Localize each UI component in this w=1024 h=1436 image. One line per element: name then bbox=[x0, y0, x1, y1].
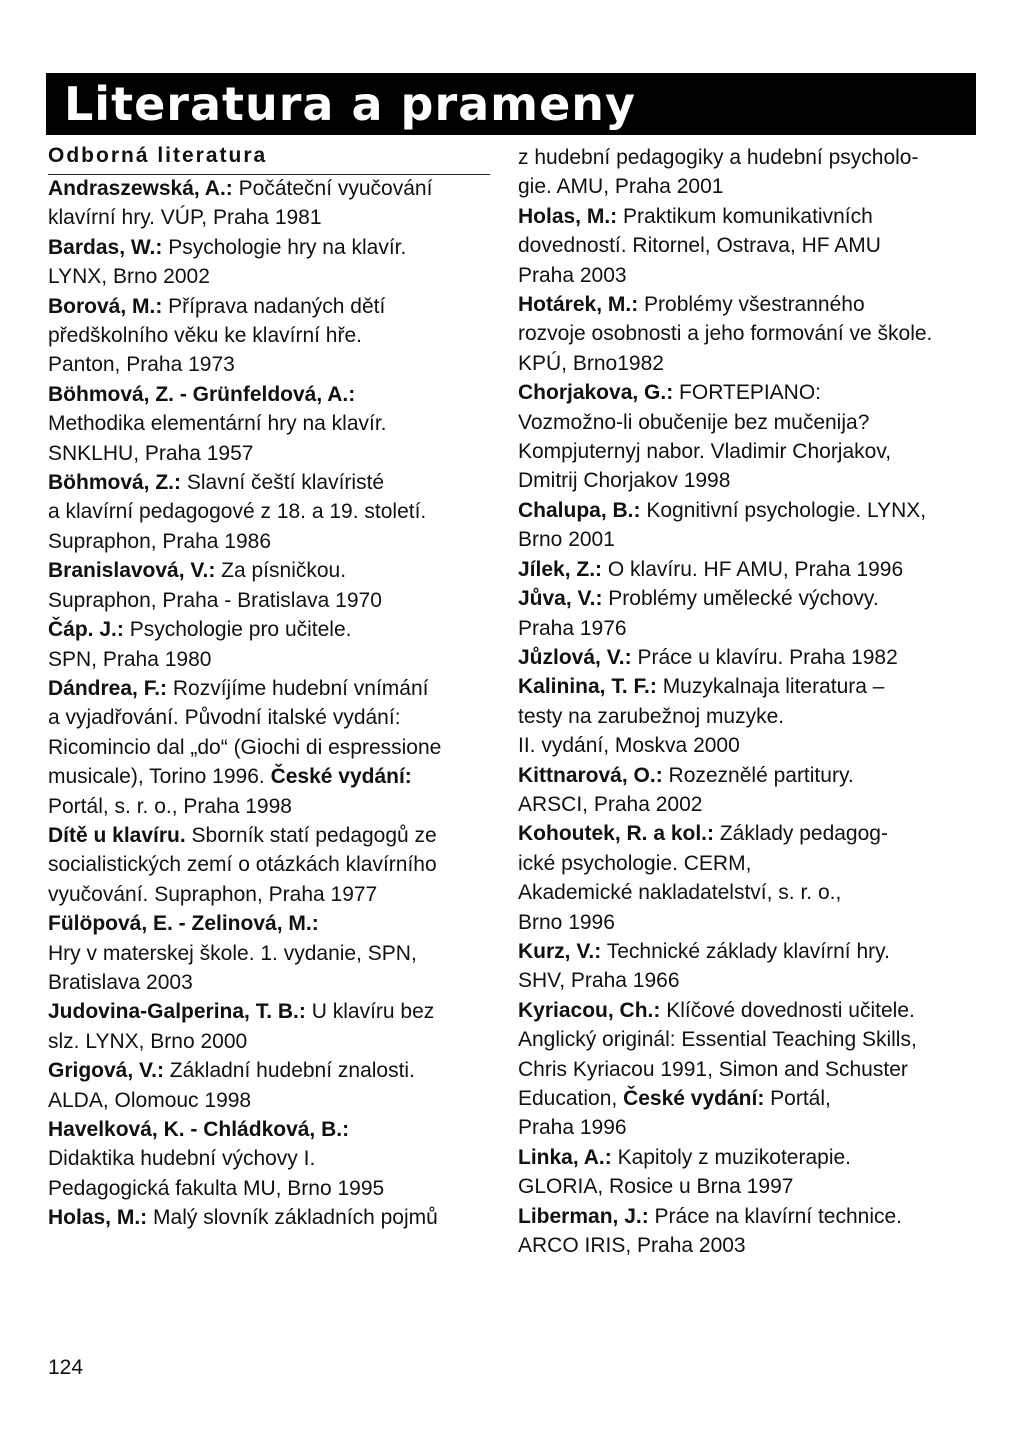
bibliography-line bbox=[48, 174, 498, 203]
entry-text: Portál, bbox=[764, 1087, 831, 1110]
entry-author: Grigová, V.: bbox=[48, 1059, 164, 1083]
bibliography-line bbox=[48, 556, 498, 585]
entry-text: Rozvíjíme hudební vnímání bbox=[167, 676, 429, 700]
bibliography-line bbox=[48, 1144, 498, 1173]
entry-text: Malý slovník základních pojmů bbox=[147, 1206, 438, 1230]
bibliography-line bbox=[48, 674, 498, 703]
bibliography-line bbox=[48, 762, 498, 791]
entry-text: SHV, Praha 1966 bbox=[518, 969, 680, 993]
entry-text: Muzykalnaja literatura – bbox=[656, 675, 885, 699]
entry-text: socialistických zemí o otázkách klavírního bbox=[48, 853, 437, 877]
entry-text: Základy pedagog- bbox=[714, 822, 888, 846]
bibliography-line bbox=[48, 1056, 498, 1085]
bibliography-line bbox=[48, 380, 498, 409]
entry-author: Dándrea, F.: bbox=[48, 676, 168, 700]
bibliography-line bbox=[518, 466, 978, 495]
entry-text: Psychologie pro učitele. bbox=[123, 618, 352, 642]
bibliography-line bbox=[48, 409, 498, 438]
entry-text: Methodika elementární hry na klavír. bbox=[48, 412, 387, 436]
bibliography-line bbox=[48, 468, 498, 497]
bibliography-line bbox=[48, 939, 498, 968]
entry-text: Supraphon, Praha - Bratislava 1970 bbox=[48, 588, 382, 612]
bibliography-line bbox=[518, 849, 978, 878]
entry-text: Vozmožno-li obučenije bez mučenija? bbox=[518, 410, 870, 434]
entry-text: ické psychologie. CERM, bbox=[518, 851, 752, 875]
entry-text: Psychologie hry na klavír. bbox=[162, 235, 407, 259]
page-title-bar bbox=[46, 73, 976, 135]
bibliography-line bbox=[518, 761, 978, 790]
bibliography-line bbox=[518, 643, 978, 672]
entry-text: Slavní čeští klavíristé bbox=[181, 471, 385, 495]
bibliography-line bbox=[48, 909, 498, 938]
bibliography-right-column bbox=[518, 143, 978, 1260]
entry-text: gie. AMU, Praha 2001 bbox=[518, 175, 724, 199]
entry-text: FORTEPIANO: bbox=[673, 381, 822, 405]
entry-text: Za písničkou. bbox=[215, 559, 347, 583]
bibliography-line bbox=[518, 290, 978, 319]
entry-author: Chorjakova, G.: bbox=[518, 381, 674, 405]
entry-text: Základní hudební znalosti. bbox=[163, 1059, 415, 1083]
bibliography-line bbox=[518, 937, 978, 966]
bibliography-line bbox=[48, 497, 498, 526]
entry-text: vyučování. Supraphon, Praha 1977 bbox=[48, 882, 378, 906]
bibliography-line bbox=[518, 702, 978, 731]
bibliography-line bbox=[518, 790, 978, 819]
entry-text: a vyjadřování. Původní italské vydání: bbox=[48, 706, 401, 730]
entry-text: Klíčové dovednosti učitele. bbox=[660, 998, 915, 1022]
entry-author: Kurz, V.: bbox=[518, 939, 602, 963]
entry-text: ALDA, Olomouc 1998 bbox=[48, 1088, 252, 1112]
bibliography-line bbox=[48, 527, 498, 556]
bibliography-line bbox=[518, 672, 978, 701]
entry-text: Supraphon, Praha 1986 bbox=[48, 529, 272, 553]
entry-author: Dítě u klavíru. bbox=[48, 823, 186, 847]
entry-text: Praha 1996 bbox=[518, 1116, 627, 1140]
bibliography-line bbox=[48, 703, 498, 732]
bibliography-line bbox=[518, 525, 978, 554]
bibliography-left-column bbox=[48, 174, 498, 1233]
entry-text: z hudební pedagogiky a hudební psycholo- bbox=[518, 146, 919, 169]
bibliography-line bbox=[518, 1113, 978, 1142]
entry-text: Praha 2003 bbox=[518, 263, 627, 287]
bibliography-line bbox=[48, 997, 498, 1026]
entry-text: Ricomincio dal „do“ (Giochi di espressione bbox=[48, 735, 442, 759]
entry-author: Hotárek, M.: bbox=[518, 293, 639, 317]
entry-text: Praha 1976 bbox=[518, 616, 627, 640]
bibliography-line bbox=[518, 1084, 978, 1113]
bibliography-line bbox=[518, 819, 978, 848]
bibliography-line bbox=[518, 408, 978, 437]
entry-text: ARCO IRIS, Praha 2003 bbox=[518, 1234, 746, 1258]
entry-text: Kapitoly z muzikoterapie. bbox=[611, 1145, 852, 1169]
bibliography-line bbox=[518, 231, 978, 260]
bibliography-line bbox=[518, 731, 978, 760]
entry-author: Bardas, W.: bbox=[48, 235, 163, 259]
entry-author: Jůva, V.: bbox=[518, 587, 603, 611]
entry-author: Holas, M.: bbox=[518, 204, 618, 228]
entry-text: ARSCI, Praha 2002 bbox=[518, 792, 703, 816]
entry-author: Böhmová, Z.: bbox=[48, 471, 182, 495]
entry-text: Didaktika hudební výchovy I. bbox=[48, 1147, 316, 1171]
entry-text: Hry v materskej škole. 1. vydanie, SPN, bbox=[48, 941, 417, 965]
entry-text: U klavíru bez bbox=[305, 1000, 435, 1024]
entry-author: Fülöpová, E. - Zelinová, M.: bbox=[48, 912, 319, 936]
entry-text: Praktikum komunikativních bbox=[617, 204, 873, 228]
bibliography-line bbox=[518, 1143, 978, 1172]
entry-text: Bratislava 2003 bbox=[48, 970, 193, 994]
entry-text: dovedností. Ritornel, Ostrava, HF AMU bbox=[518, 234, 881, 258]
entry-text: SPN, Praha 1980 bbox=[48, 647, 212, 671]
bibliography-line bbox=[518, 349, 978, 378]
entry-author: Holas, M.: bbox=[48, 1206, 148, 1230]
entry-text: Problémy umělecké výchovy. bbox=[602, 587, 879, 611]
entry-text: Akademické nakladatelství, s. r. o., bbox=[518, 881, 842, 905]
bibliography-line bbox=[518, 1025, 978, 1054]
entry-text: Rozeznělé partitury. bbox=[662, 763, 854, 787]
bibliography-line bbox=[518, 319, 978, 348]
entry-text: Chris Kyriacou 1991, Simon and Schuster bbox=[518, 1057, 908, 1081]
entry-text: Práce u klavíru. Praha 1982 bbox=[631, 645, 898, 669]
entry-author: Jílek, Z.: bbox=[518, 557, 603, 581]
bibliography-line bbox=[518, 614, 978, 643]
bibliography-line bbox=[48, 968, 498, 997]
bibliography-line bbox=[48, 586, 498, 615]
bibliography-line bbox=[48, 821, 498, 850]
entry-author: Andraszewská, A.: bbox=[48, 177, 233, 200]
entry-text: O klavíru. HF AMU, Praha 1996 bbox=[602, 557, 904, 581]
entry-author: Chalupa, B.: bbox=[518, 498, 641, 522]
bibliography-line bbox=[518, 584, 978, 613]
entry-text: Kompjuternyj nabor. Vladimir Chorjakov, bbox=[518, 440, 892, 464]
entry-text: Dmitrij Chorjakov 1998 bbox=[518, 469, 731, 493]
entry-author: České vydání: bbox=[623, 1087, 765, 1110]
bibliography-line bbox=[518, 202, 978, 231]
entry-text: LYNX, Brno 2002 bbox=[48, 265, 210, 289]
entry-text: Kognitivní psychologie. LYNX, bbox=[640, 498, 927, 522]
entry-text: Pedagogická fakulta MU, Brno 1995 bbox=[48, 1176, 385, 1200]
bibliography-line bbox=[518, 437, 978, 466]
entry-text: Počáteční vyučování bbox=[232, 177, 433, 200]
section-heading: Odborná literatura bbox=[48, 142, 490, 175]
bibliography-line bbox=[48, 1115, 498, 1144]
bibliography-line bbox=[518, 496, 978, 525]
entry-author: Borová, M.: bbox=[48, 294, 163, 318]
bibliography-line bbox=[48, 233, 498, 262]
entry-text: SNKLHU, Praha 1957 bbox=[48, 441, 254, 465]
page-title: Literatura a prameny bbox=[64, 77, 637, 131]
bibliography-line bbox=[48, 439, 498, 468]
bibliography-line bbox=[48, 262, 498, 291]
page-number: 124 bbox=[48, 1356, 84, 1379]
entry-author: Linka, A.: bbox=[518, 1145, 612, 1169]
entry-author: Kohoutek, R. a kol.: bbox=[518, 822, 715, 846]
entry-text: testy na zarubežnoj muzyke. bbox=[518, 704, 785, 728]
bibliography-line bbox=[48, 1086, 498, 1115]
bibliography-line bbox=[48, 1174, 498, 1203]
entry-author: Kyriacou, Ch.: bbox=[518, 998, 661, 1022]
bibliography-line bbox=[518, 143, 978, 172]
entry-text: klavírní hry. VÚP, Praha 1981 bbox=[48, 206, 322, 230]
bibliography-line bbox=[48, 733, 498, 762]
bibliography-line bbox=[518, 1055, 978, 1084]
bibliography-line bbox=[48, 292, 498, 321]
bibliography-line bbox=[48, 321, 498, 350]
entry-author: Havelková, K. - Chládková, B.: bbox=[48, 1118, 350, 1141]
entry-text: a klavírní pedagogové z 18. a 19. století. bbox=[48, 500, 427, 524]
bibliography-line bbox=[518, 908, 978, 937]
bibliography-line bbox=[518, 996, 978, 1025]
entry-author: Kittnarová, O.: bbox=[518, 763, 663, 787]
entry-author: České vydání: bbox=[270, 765, 412, 789]
entry-text: Panton, Praha 1973 bbox=[48, 353, 235, 377]
entry-text: předškolního věku ke klavírní hře. bbox=[48, 324, 362, 348]
entry-text: II. vydání, Moskva 2000 bbox=[518, 734, 740, 758]
entry-text: Sborník statí pedagogů ze bbox=[185, 823, 437, 847]
bibliography-line bbox=[518, 1202, 978, 1231]
entry-text: musicale), Torino 1996. bbox=[48, 765, 271, 789]
bibliography-line bbox=[48, 1027, 498, 1056]
bibliography-line bbox=[48, 203, 498, 232]
bibliography-line bbox=[518, 878, 978, 907]
entry-text: Práce na klavírní technice. bbox=[648, 1204, 902, 1228]
entry-author: Kalinina, T. F.: bbox=[518, 675, 657, 699]
bibliography-line bbox=[518, 966, 978, 995]
bibliography-line bbox=[518, 378, 978, 407]
bibliography-line bbox=[518, 261, 978, 290]
bibliography-line bbox=[48, 350, 498, 379]
entry-text: KPÚ, Brno1982 bbox=[518, 351, 664, 375]
bibliography-line bbox=[48, 880, 498, 909]
entry-text: Education, bbox=[518, 1087, 624, 1110]
entry-text: Příprava nadaných dětí bbox=[162, 294, 386, 318]
bibliography-line bbox=[518, 172, 978, 201]
entry-text: Brno 1996 bbox=[518, 910, 615, 934]
entry-author: Branislavová, V.: bbox=[48, 559, 216, 583]
entry-text: slz. LYNX, Brno 2000 bbox=[48, 1029, 248, 1053]
entry-author: Jůzlová, V.: bbox=[518, 645, 632, 669]
entry-text: Technické základy klavírní hry. bbox=[601, 939, 890, 963]
bibliography-line bbox=[518, 555, 978, 584]
entry-author: Liberman, J.: bbox=[518, 1204, 649, 1228]
entry-text: GLORIA, Rosice u Brna 1997 bbox=[518, 1175, 794, 1199]
bibliography-line bbox=[48, 850, 498, 879]
entry-author: Judovina-Galperina, T. B.: bbox=[48, 1000, 306, 1024]
entry-author: Čáp. J.: bbox=[48, 618, 124, 642]
entry-text: rozvoje osobnosti a jeho formování ve škole. bbox=[518, 322, 933, 346]
bibliography-line bbox=[48, 615, 498, 644]
bibliography-line bbox=[48, 1203, 498, 1232]
entry-author: Böhmová, Z. - Grünfeldová, A.: bbox=[48, 382, 356, 406]
entry-text: Problémy všestranného bbox=[638, 293, 865, 317]
entry-text: Portál, s. r. o., Praha 1998 bbox=[48, 794, 292, 818]
bibliography-line bbox=[518, 1172, 978, 1201]
entry-text: Anglický originál: Essential Teaching Skills, bbox=[518, 1028, 917, 1052]
bibliography-line bbox=[518, 1231, 978, 1260]
entry-text: Brno 2001 bbox=[518, 528, 615, 552]
bibliography-line bbox=[48, 645, 498, 674]
bibliography-line bbox=[48, 792, 498, 821]
